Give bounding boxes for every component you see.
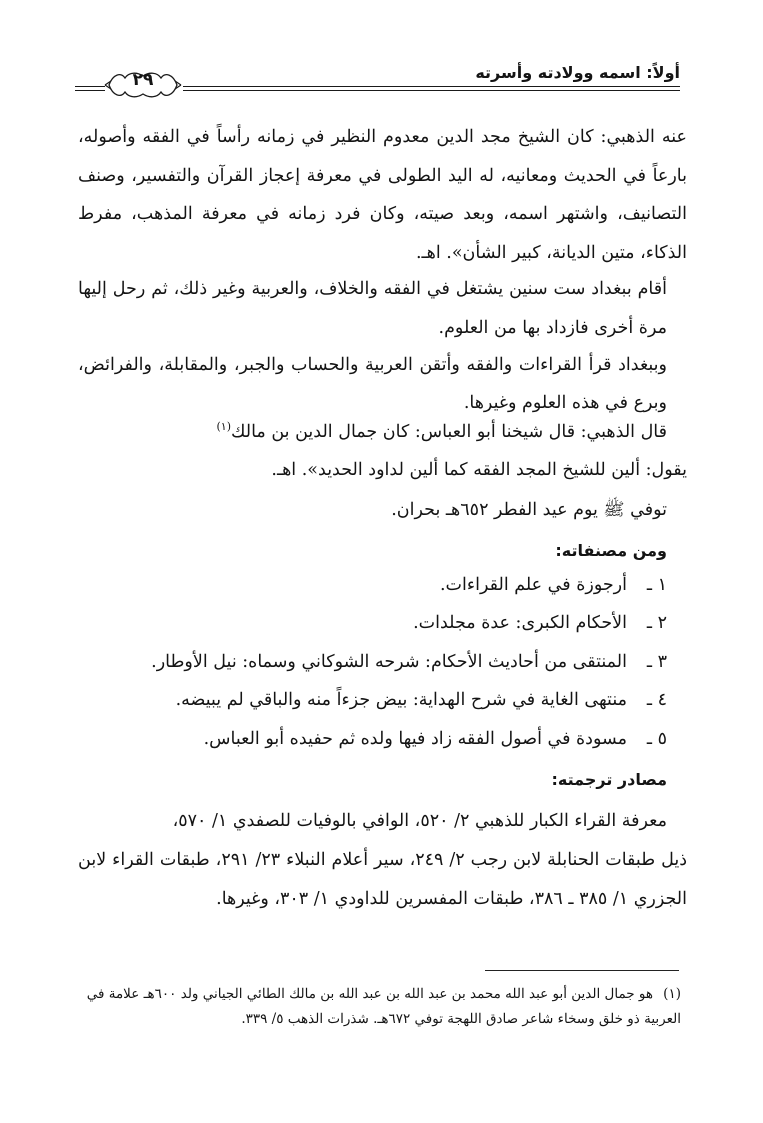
- footnote-mark: (١): [663, 986, 681, 1002]
- work-title: منتهى الغاية في شرح الهداية: بيض جزءاً منه والباقي لم يبيضه.: [175, 690, 627, 710]
- footnote: [77, 982, 681, 1032]
- work-item-3: [151, 652, 667, 672]
- paragraph-4-line-1: [216, 422, 667, 442]
- running-title: أولاً: اسمه وولادته وأسرته: [475, 63, 680, 82]
- paragraph-1: عنه الذهبي: كان الشيخ مجد الدين معدوم النظير في زمانه رأساً في الفقه وأصوله، بارعاً في الحديث ومعانيه، له اليد الطولى في معرفة إعجاز القرآن والتفسير، وصنف التصانيف، واشتهر اسمه، وبعد صيته، وكان فرد زمانه في معرفة المذهب، مفرط الذكاء، متين الديانة، كبير الشأن». اهـ.: [78, 127, 687, 263]
- sources-line-1: معرفة القراء الكبار للذهبي ٢/ ٥٢٠، الوافي بالوفيات للصفدي ١/ ٥٧٠،: [172, 811, 667, 831]
- work-number: ٥ ـ: [646, 729, 667, 749]
- work-title: مسودة في أصول الفقه زاد فيها ولده ثم حفيده أبو العباس.: [203, 729, 627, 749]
- work-title: المنتقى من أحاديث الأحكام: شرحه الشوكاني وسماه: نيل الأوطار.: [151, 652, 627, 672]
- footnote-separator: [485, 970, 679, 971]
- header-rule-left-2: [75, 90, 105, 91]
- work-number: ١ ـ: [646, 575, 667, 595]
- work-item-5: [204, 729, 667, 749]
- header-rule-right: [183, 86, 680, 87]
- work-item-4: [176, 690, 667, 710]
- works-heading: ومن مصنفاته:: [555, 541, 667, 560]
- paragraph-3: وببغداد قرأ القراءات والفقه وأتقن العربية والحساب والجبر، والمقابلة، والفرائض، وبرع في هذه العلوم وغيرها.: [78, 355, 667, 413]
- work-title: الأحكام الكبرى: عدة مجلدات.: [413, 613, 627, 633]
- sources-rest: ذيل طبقات الحنابلة لابن رجب ٢/ ٢٤٩، سير أعلام النبلاء ٢٣/ ٢٩١، طبقات القراء لابن الجزري ١/ ٣٨٥ ـ ٣٨٦، طبقات المفسرين للداودي ١/ ٣٠٣، وغيرها.: [78, 850, 687, 909]
- work-title: أرجوزة في علم القراءات.: [439, 575, 627, 595]
- work-item-1: [440, 575, 667, 595]
- paragraph-2: أقام ببغداد ست سنين يشتغل في الفقه والخلاف، والعربية وغير ذلك، ثم رحل إليها مرة أخرى فازداد بها من العلوم.: [78, 279, 667, 338]
- death-line: توفي ﷺ يوم عيد الفطر ٦٥٢هـ بحران.: [391, 500, 667, 520]
- header-rule-left: [75, 86, 105, 87]
- paragraph-4-text: قال الذهبي: قال شيخنا أبو العباس: كان جمال الدين بن مالك: [230, 422, 667, 442]
- work-number: ٢ ـ: [646, 613, 667, 633]
- sources-paragraph: [78, 802, 687, 919]
- page-number: ٢٩: [132, 70, 154, 90]
- sources-heading: مصادر ترجمته:: [551, 770, 667, 789]
- work-number: ٣ ـ: [646, 652, 667, 672]
- work-item-2: [413, 613, 667, 633]
- footnote-text: هو جمال الدين أبو عبد الله محمد بن عبد الله بن عبد الله بن مالك الطائي الجياني ولد ٦٠٠هـ علامة في العربية ذو خلق وسخاء شاعر صادق اللهجة توفي ٦٧٢هـ. شذرات الذهب ٥/ ٣٣٩.: [86, 986, 681, 1027]
- work-number: ٤ ـ: [646, 690, 667, 710]
- paragraph-4-line-2: يقول: ألين للشيخ المجد الفقه كما ألين لداود الحديد». اهـ.: [271, 460, 687, 480]
- footnote-reference[interactable]: (١): [216, 420, 231, 434]
- header-rule-right-2: [183, 90, 680, 91]
